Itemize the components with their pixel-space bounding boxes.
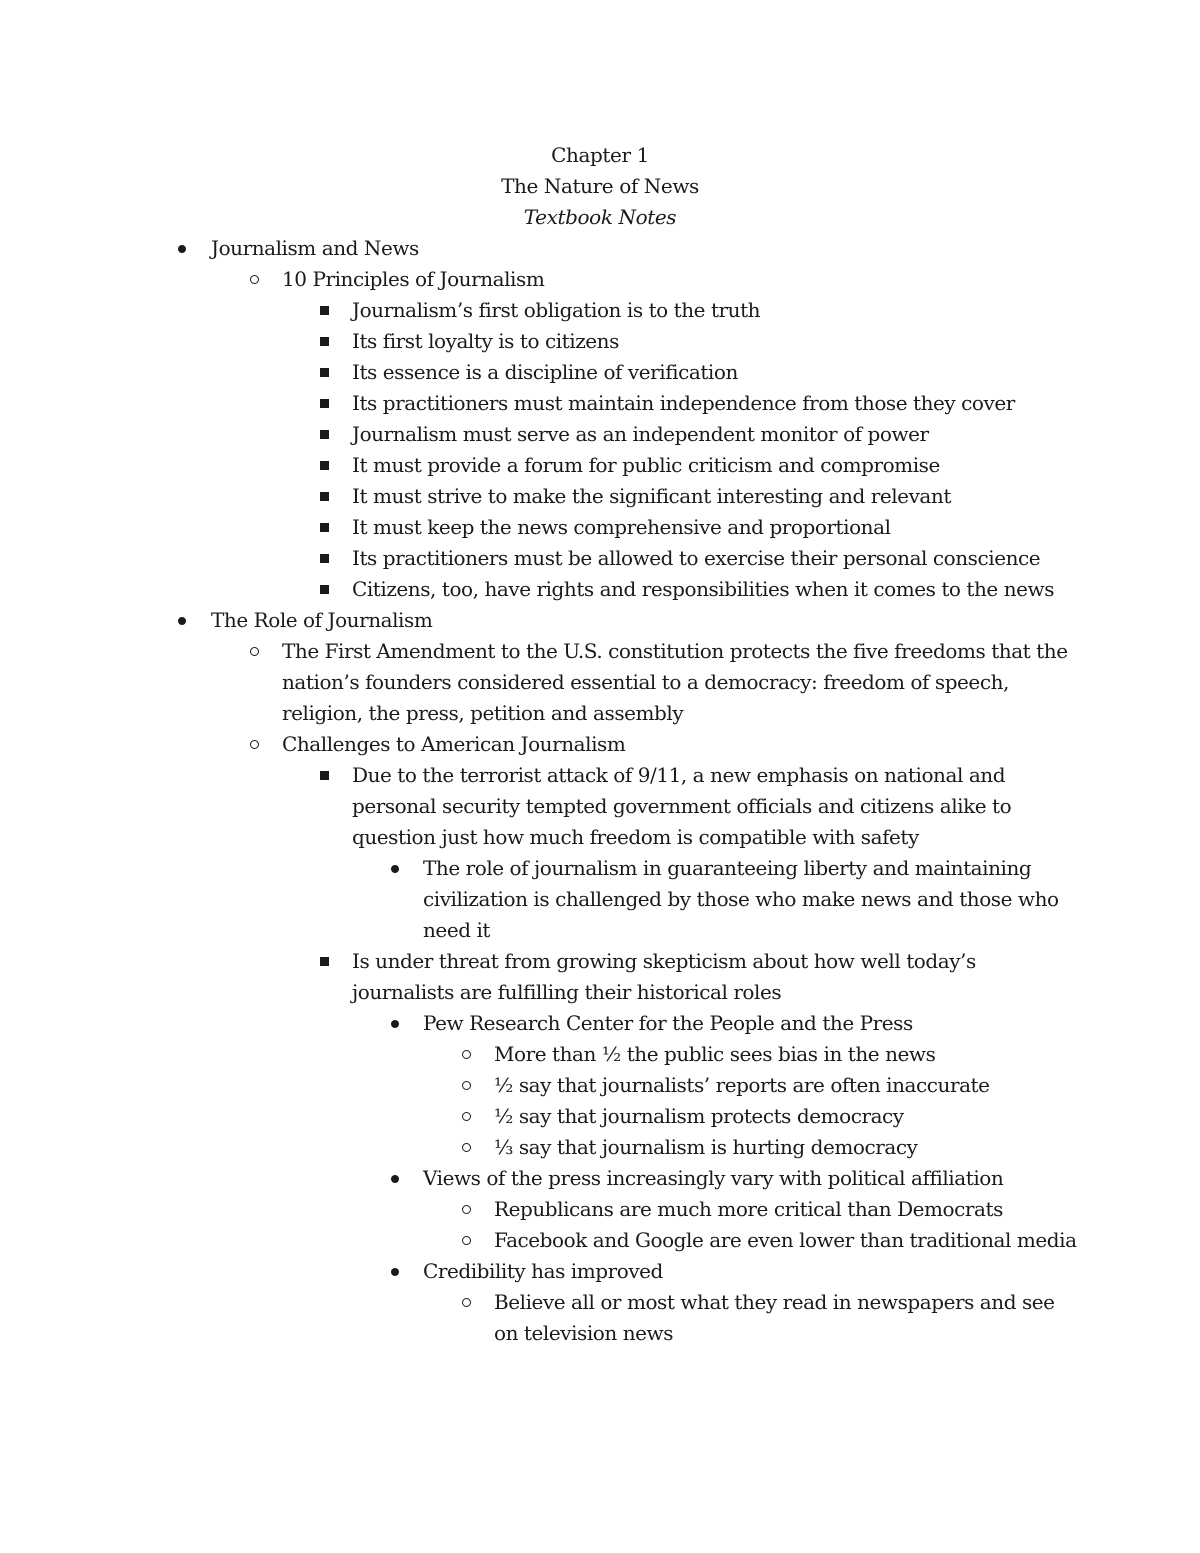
- level1-bullet-icon: [175, 233, 189, 264]
- outline-item: Its practitioners must be allowed to exercise their personal conscience: [352, 546, 1041, 570]
- level3-bullet-icon: [318, 543, 332, 574]
- level3-bullet-icon: [318, 450, 332, 481]
- outline-item-continuation: need it: [423, 918, 490, 942]
- outline-item-continuation: religion, the press, petition and assembly: [282, 701, 684, 725]
- outline-item: More than ½ the public sees bias in the news: [494, 1042, 936, 1066]
- outline-item: Challenges to American Journalism: [282, 732, 626, 756]
- level2-bullet-icon: [248, 264, 262, 295]
- level5-bullet-icon: [460, 1194, 474, 1225]
- outline-item: Journalism must serve as an independent monitor of power: [352, 422, 929, 446]
- level5-bullet-icon: [460, 1070, 474, 1101]
- level3-bullet-icon: [318, 481, 332, 512]
- outline-item: Its first loyalty is to citizens: [352, 329, 619, 353]
- document-title: The Nature of News: [501, 174, 699, 198]
- outline-item: ⅓ say that journalism is hurting democracy: [494, 1135, 918, 1159]
- level2-bullet-icon: [248, 729, 262, 760]
- level5-bullet-icon: [460, 1287, 474, 1318]
- outline-item: Views of the press increasingly vary with political affiliation: [423, 1166, 1004, 1190]
- level3-bullet-icon: [318, 357, 332, 388]
- level5-bullet-icon: [460, 1132, 474, 1163]
- level1-bullet-icon: [175, 605, 189, 636]
- outline-item: Its practitioners must maintain independence from those they cover: [352, 391, 1015, 415]
- chapter-heading: Chapter 1: [551, 143, 649, 167]
- outline-item: 10 Principles of Journalism: [282, 267, 545, 291]
- outline-item: Its essence is a discipline of verification: [352, 360, 738, 384]
- level3-bullet-icon: [318, 512, 332, 543]
- level4-bullet-icon: [388, 853, 402, 884]
- document-subtitle: [0, 202, 1200, 233]
- level5-bullet-icon: [460, 1039, 474, 1070]
- level3-bullet-icon: [318, 326, 332, 357]
- outline-item-continuation: journalists are fulfilling their historical roles: [352, 980, 782, 1004]
- level3-bullet-icon: [318, 419, 332, 450]
- outline-item: Is under threat from growing skepticism about how well today’s: [352, 949, 976, 973]
- outline-item: The role of journalism in guaranteeing liberty and maintaining: [423, 856, 1032, 880]
- outline-item: Due to the terrorist attack of 9/11, a new emphasis on national and: [352, 763, 1006, 787]
- outline-item-continuation: question just how much freedom is compatible with safety: [352, 825, 919, 849]
- outline-item-continuation: civilization is challenged by those who make news and those who: [423, 887, 1059, 911]
- outline-item: It must keep the news comprehensive and proportional: [352, 515, 891, 539]
- outline-item: Facebook and Google are even lower than traditional media: [494, 1228, 1077, 1252]
- level2-bullet-icon: [248, 636, 262, 667]
- level4-bullet-icon: [388, 1163, 402, 1194]
- outline-item: ½ say that journalism protects democracy: [494, 1104, 904, 1128]
- level3-bullet-icon: [318, 388, 332, 419]
- outline-item: Citizens, too, have rights and responsibilities when it comes to the news: [352, 577, 1055, 601]
- outline-item: Pew Research Center for the People and the Press: [423, 1011, 913, 1035]
- outline-item: The First Amendment to the U.S. constitution protects the five freedoms that the: [282, 639, 1068, 663]
- level3-bullet-icon: [318, 295, 332, 326]
- outline-item: ½ say that journalists’ reports are often inaccurate: [494, 1073, 990, 1097]
- outline-item: Republicans are much more critical than Democrats: [494, 1197, 1003, 1221]
- level3-bullet-icon: [318, 760, 332, 791]
- level5-bullet-icon: [460, 1225, 474, 1256]
- level5-bullet-icon: [460, 1101, 474, 1132]
- outline-item: It must strive to make the significant interesting and relevant: [352, 484, 951, 508]
- outline-item: Believe all or most what they read in newspapers and see: [494, 1290, 1055, 1314]
- level4-bullet-icon: [388, 1256, 402, 1287]
- outline-item-continuation: nation’s founders considered essential to a democracy: freedom of speech,: [282, 670, 1009, 694]
- level3-bullet-icon: [318, 574, 332, 605]
- subtitle-text: Textbook Notes: [523, 205, 677, 229]
- outline-heading: Journalism and News: [211, 236, 419, 260]
- outline-item: It must provide a forum for public criticism and compromise: [352, 453, 940, 477]
- outline-item-continuation: on television news: [494, 1321, 674, 1345]
- outline-heading: The Role of Journalism: [211, 608, 433, 632]
- outline-item: Journalism’s first obligation is to the truth: [352, 298, 761, 322]
- level3-bullet-icon: [318, 946, 332, 977]
- outline-item-continuation: personal security tempted government officials and citizens alike to: [352, 794, 1012, 818]
- level4-bullet-icon: [388, 1008, 402, 1039]
- outline-item: Credibility has improved: [423, 1259, 663, 1283]
